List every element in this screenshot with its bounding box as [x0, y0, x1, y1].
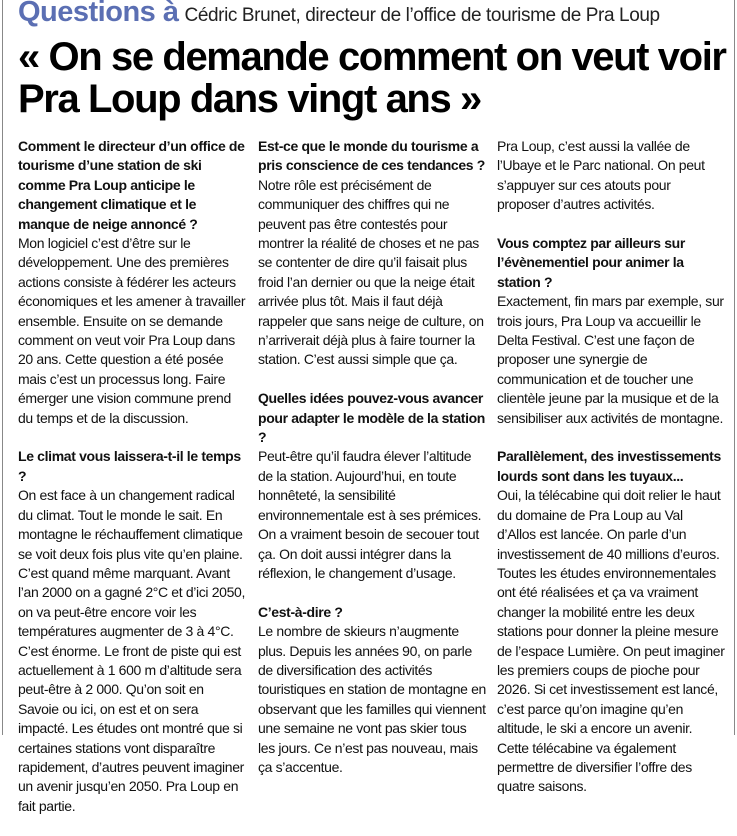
column-1 — [18, 137, 246, 836]
column-2 — [258, 137, 486, 797]
column-3 — [497, 137, 725, 816]
answer: On est face à un changement radical du climat. Tout le monde le sait. En montagne le réchauffement climatique se voit deux fois plus vite qu’en plaine. C’est quand même marquant. Avant l’an 2000 on a gagné 2°C et d’ici 2050, on va peut-être encore voir les températures augmenter de 3 à 4°C. C’est énorme. Le front de piste qui est actuellement à 1 600 m d’altitude sera peut-être à 2 000. Qu’on soit en Savoie ou ici, on est et on sera impacté. Les études ont montré que si certaines stations vont disparaître rapidement, d’autres peuvent imaginer un avenir jusqu’en 2050. Pra Loup en fait partie. — [18, 487, 246, 814]
interviewee: Cédric Brunet, directeur de l’office de tourisme de Pra Loup — [184, 5, 660, 26]
headline: « On se demande comment on veut voir Pra Loup dans vingt ans » — [18, 35, 726, 121]
answer-continued: Pra Loup, c’est aussi la vallée de l’Ubaye et le Parc national. On peut s’appuyer sur ces atouts pour proposer d’autres activités. — [497, 138, 705, 213]
answer: Mon logiciel c’est d’être sur le développement. Une des premières actions consiste à fédérer les acteurs économiques et les amener à travailler ensemble. Ensuite on se demande comment on veut voir Pra Loup dans 20 ans. Cette question a été posée mais c’est un processus long. Faire émerger une vision commune prend du temps et de la discussion. — [18, 235, 246, 426]
article-kicker — [18, 0, 660, 29]
question: Le climat vous laissera-t-il le temps ? — [18, 448, 241, 484]
question: Quelles idées pouvez-vous avancer pour adapter le modèle de la station ? — [258, 390, 486, 446]
question: Comment le directeur d’un office de tourisme d’une station de ski comme Pra Loup anticipe le changement climatique et le manque de neige annoncé ? — [18, 138, 245, 232]
question: Vous comptez par ailleurs sur l’évènementiel pour animer la station ? — [497, 235, 685, 290]
answer: Notre rôle est précisément de communiquer des chiffres qui ne peuvent pas être contestés pour montrer la réalité de choses et ne pas se contenter de dire qu’il faisait plus froid l’an dernier ou que la neige était arrivée plus tôt. Mais il faut déjà rappeler que sans neige de culture, on n’arriverait déjà plus à faire tourner la station. C’est aussi simple que ça. — [258, 176, 484, 368]
answer: Oui, la télécabine qui doit relier le haut du domaine de Pra Loup au Val d’Allos est lancée. On parle d’un investissement de 40 millions d’euros. Toutes les études environnementales ont été réalisées et ça va vraiment changer la mobilité entre les deux stations pour donner la pleine mesure de l’espace Lumière. On peut imaginer les premiers coups de pioche pour 2026. Si cet investissement est lancé, c’est parce qu’on imagine qu’en altitude, le ski a encore un avenir. Cette télécabine va également permettre de diversifier l’offre des quatre saisons. — [497, 487, 725, 795]
question: C’est-à-dire ? — [258, 603, 343, 620]
question: Est-ce que le monde du tourisme a pris conscience de ces tendances ? — [258, 138, 485, 174]
answer: Peut-être qu’il faudra élever l’altitude de la station. Aujourd’hui, en toute honnêteté, la sensibilité environnementale est à ses prémices. On a vraiment besoin de secouer tout ça. On doit aussi intégrer dans la réflexion, le changement d’usage. — [258, 448, 482, 581]
answer: Exactement, fin mars par exemple, sur trois jours, Pra Loup va accueillir le Delta Festival. C’est une façon de proposer une synergie de communication et de toucher une clientèle jeune par la musique et de la sensibiliser aux activités de montagne. — [497, 293, 724, 426]
question: Parallèlement, des investissements lourds sont dans les tuyaux... — [497, 448, 721, 484]
answer: Le nombre de skieurs n’augmente plus. Depuis les années 90, on parle de diversification des activités touristiques en station de montagne en observant que les familles qui viennent une semaine ne vont pas skier tous les jours. Ce n’est pas nouveau, mais ça s’accentue. — [258, 623, 486, 775]
kicker-label: Questions à — [18, 0, 179, 28]
